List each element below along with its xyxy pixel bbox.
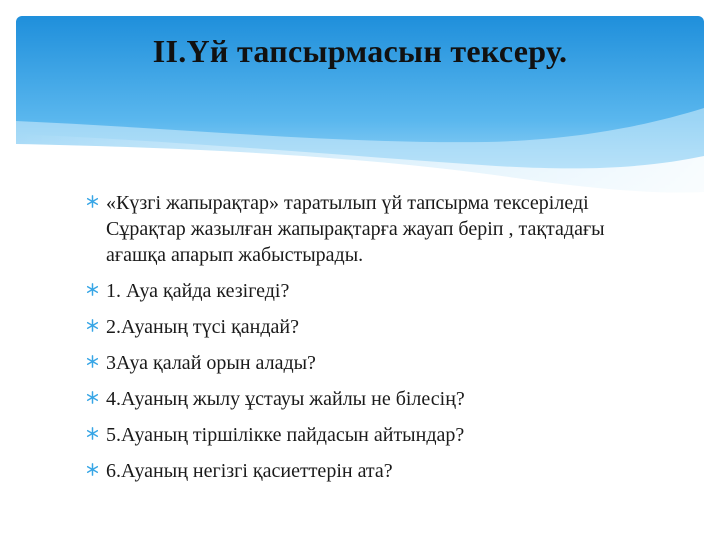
bullet-text: 5.Ауаның тіршілікке пайдасын айтындар? [106,424,465,446]
bullet-item [86,386,666,412]
bullet-item [86,314,666,340]
bullet-text: 4.Ауаның жылу ұстауы жайлы не білесің? [106,388,465,410]
asterisk-icon [86,319,99,332]
bullet-item [86,458,666,484]
bullet-text: 3Ауа қалай орын алады? [106,352,316,374]
asterisk-icon [86,427,99,440]
bullet-text: 6.Ауаның негізгі қасиеттерін ата? [106,460,393,482]
bullet-text: «Күзгі жапырақтар» таратылып үй тапсырма тексеріледі Сұрақтар жазылған жапырақтарға жауап беріп , тақтадағы ағашқа апарып жабыстырады. [106,192,605,266]
bullet-item [86,278,666,304]
asterisk-icon [86,463,99,476]
slide-title: II.Үй тапсырмасын тексеру. [152,33,568,69]
bullet-item [86,190,666,268]
bullet-text: 2.Ауаның түсі қандай? [106,316,300,338]
asterisk-icon [86,195,99,208]
bullet-text: 1. Ауа қайда кезігеді? [106,280,290,302]
bullet-list [86,190,666,494]
bullet-item [86,422,666,448]
bullet-item [86,350,666,376]
asterisk-icon [86,355,99,368]
asterisk-icon [86,283,99,296]
asterisk-icon [86,391,99,404]
